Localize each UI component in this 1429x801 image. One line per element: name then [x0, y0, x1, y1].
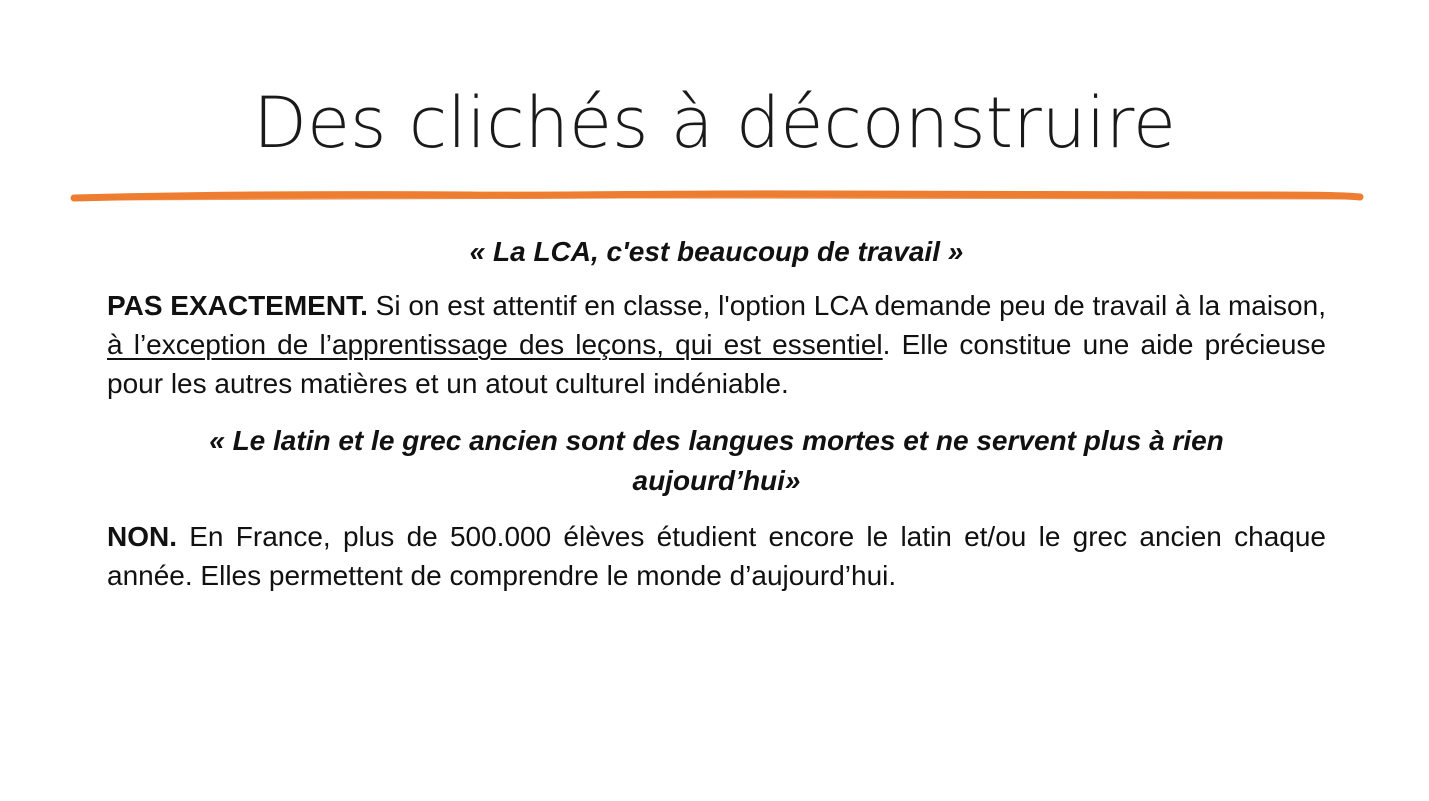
- quote-travail: « La LCA, c'est beaucoup de travail »: [469, 236, 964, 267]
- paragraph-langues: [107, 517, 1326, 595]
- orange-brush-divider: [70, 186, 1364, 208]
- brush-stroke-texture: [80, 197, 1358, 199]
- slide-title: Des clichés à déconstruire: [253, 82, 1176, 164]
- lead-non: NON.: [107, 521, 177, 552]
- text-travail-before: Si on est attentif en classe, l'option LCA demande peu de travail à la maison,: [367, 290, 1326, 321]
- text-travail-underlined: à l’exception de l’apprentissage des leçons, qui est essentiel: [107, 329, 883, 360]
- quote-langues-mortes: « Le latin et le grec ancien sont des langues mortes et ne servent plus à rien aujourd’hui»: [209, 425, 1224, 496]
- lead-pas-exactement: PAS EXACTEMENT.: [107, 290, 368, 321]
- text-travail-after: . Elle constitue une aide précieuse pour les autres matières et un atout culturel indéniable.: [107, 329, 1327, 399]
- slide-content: [107, 232, 1326, 595]
- paragraph-travail: [107, 286, 1326, 403]
- text-langues: En France, plus de 500.000 élèves étudient encore le latin et/ou le grec ancien chaque année. Elles permettent de comprendre le monde d’aujourd’hui.: [107, 521, 1326, 591]
